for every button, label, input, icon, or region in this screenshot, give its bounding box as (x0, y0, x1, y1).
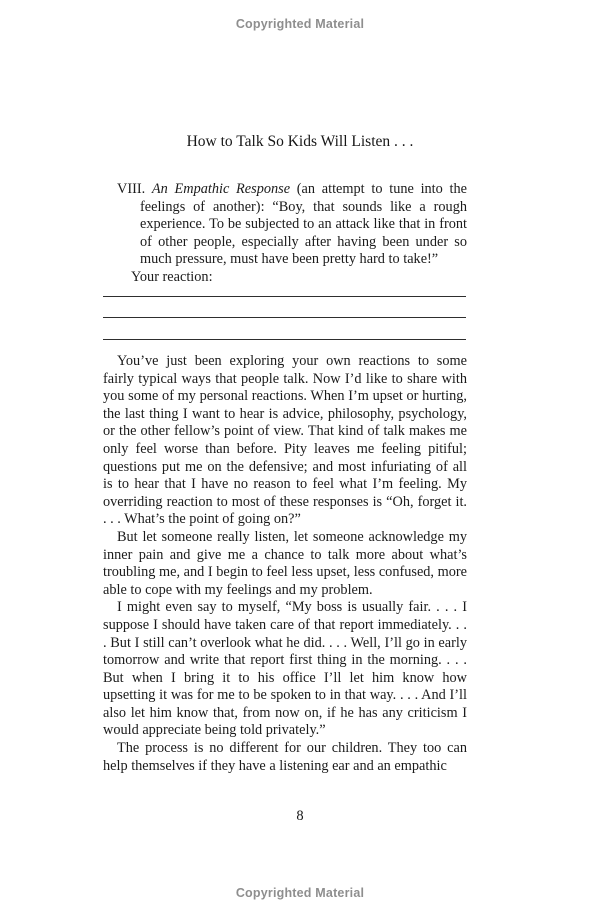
exercise-item-numeral: VIII. (117, 181, 146, 197)
exercise-item-title: An Empathic Response (151, 181, 291, 197)
paragraph: But let someone really listen, let someone acknowledge my inner pain and give me a chance to talk more about what’s troubling me, and I begin to feel less upset, less confused, more able to cope with my feelings and my problem. (103, 528, 467, 598)
paragraph: You’ve just been exploring your own reactions to some fairly typical ways that people talk. Now I’d like to share with you some of my personal reactions. When I’m upset or hurting, the last thing I want to hear is advice, philosophy, psychology, or the other fellow’s point of view. That kind of talk makes me only feel worse than before. Pity leaves me feeling pitiful; questions put me on the defensive; and most infuriating of all is to hear that I have no reason to feel what I’m feeling. My overriding reaction to most of these responses is “Oh, forget it. . . . What’s the point of going on?” (103, 353, 467, 528)
reaction-prompt: Your reaction: (131, 268, 213, 285)
answer-line (103, 297, 466, 319)
copyright-notice-top: Copyrighted Material (235, 17, 365, 31)
paragraph: I might even say to myself, “My boss is usually fair. . . . I suppose I should have taken care of that report immediately. . . . But I still can’t overlook what he did. . . . Well, I’ll go in early tomorrow and write that report first thing in the morning. . . . But when I bring it to his office I’ll let him know how upsetting it was for me to be spoken to in that way. . . . And I’ll also let him know that, from now on, if he has any criticism I would appreciate being told privately.” (103, 599, 467, 739)
answer-lines (103, 275, 466, 340)
running-header: How to Talk So Kids Will Listen . . . (186, 133, 414, 150)
answer-line (103, 275, 466, 297)
body-text (103, 353, 467, 775)
paragraph: The process is no different for our children. They too can help themselves if they have a listening ear and an empathic (103, 740, 467, 774)
page-number: 8 (296, 808, 304, 824)
copyright-notice-bottom: Copyrighted Material (235, 886, 365, 900)
exercise-block (103, 181, 467, 287)
exercise-item-text: (an attempt to tune into the feelings of another): “Boy, that sounds like a rough experience. To be subjected to an attack like that in front of other people, especially after having been under so much pressure, must have been pretty hard to take!” (140, 181, 467, 268)
exercise-item (103, 181, 467, 269)
answer-line (103, 318, 466, 340)
